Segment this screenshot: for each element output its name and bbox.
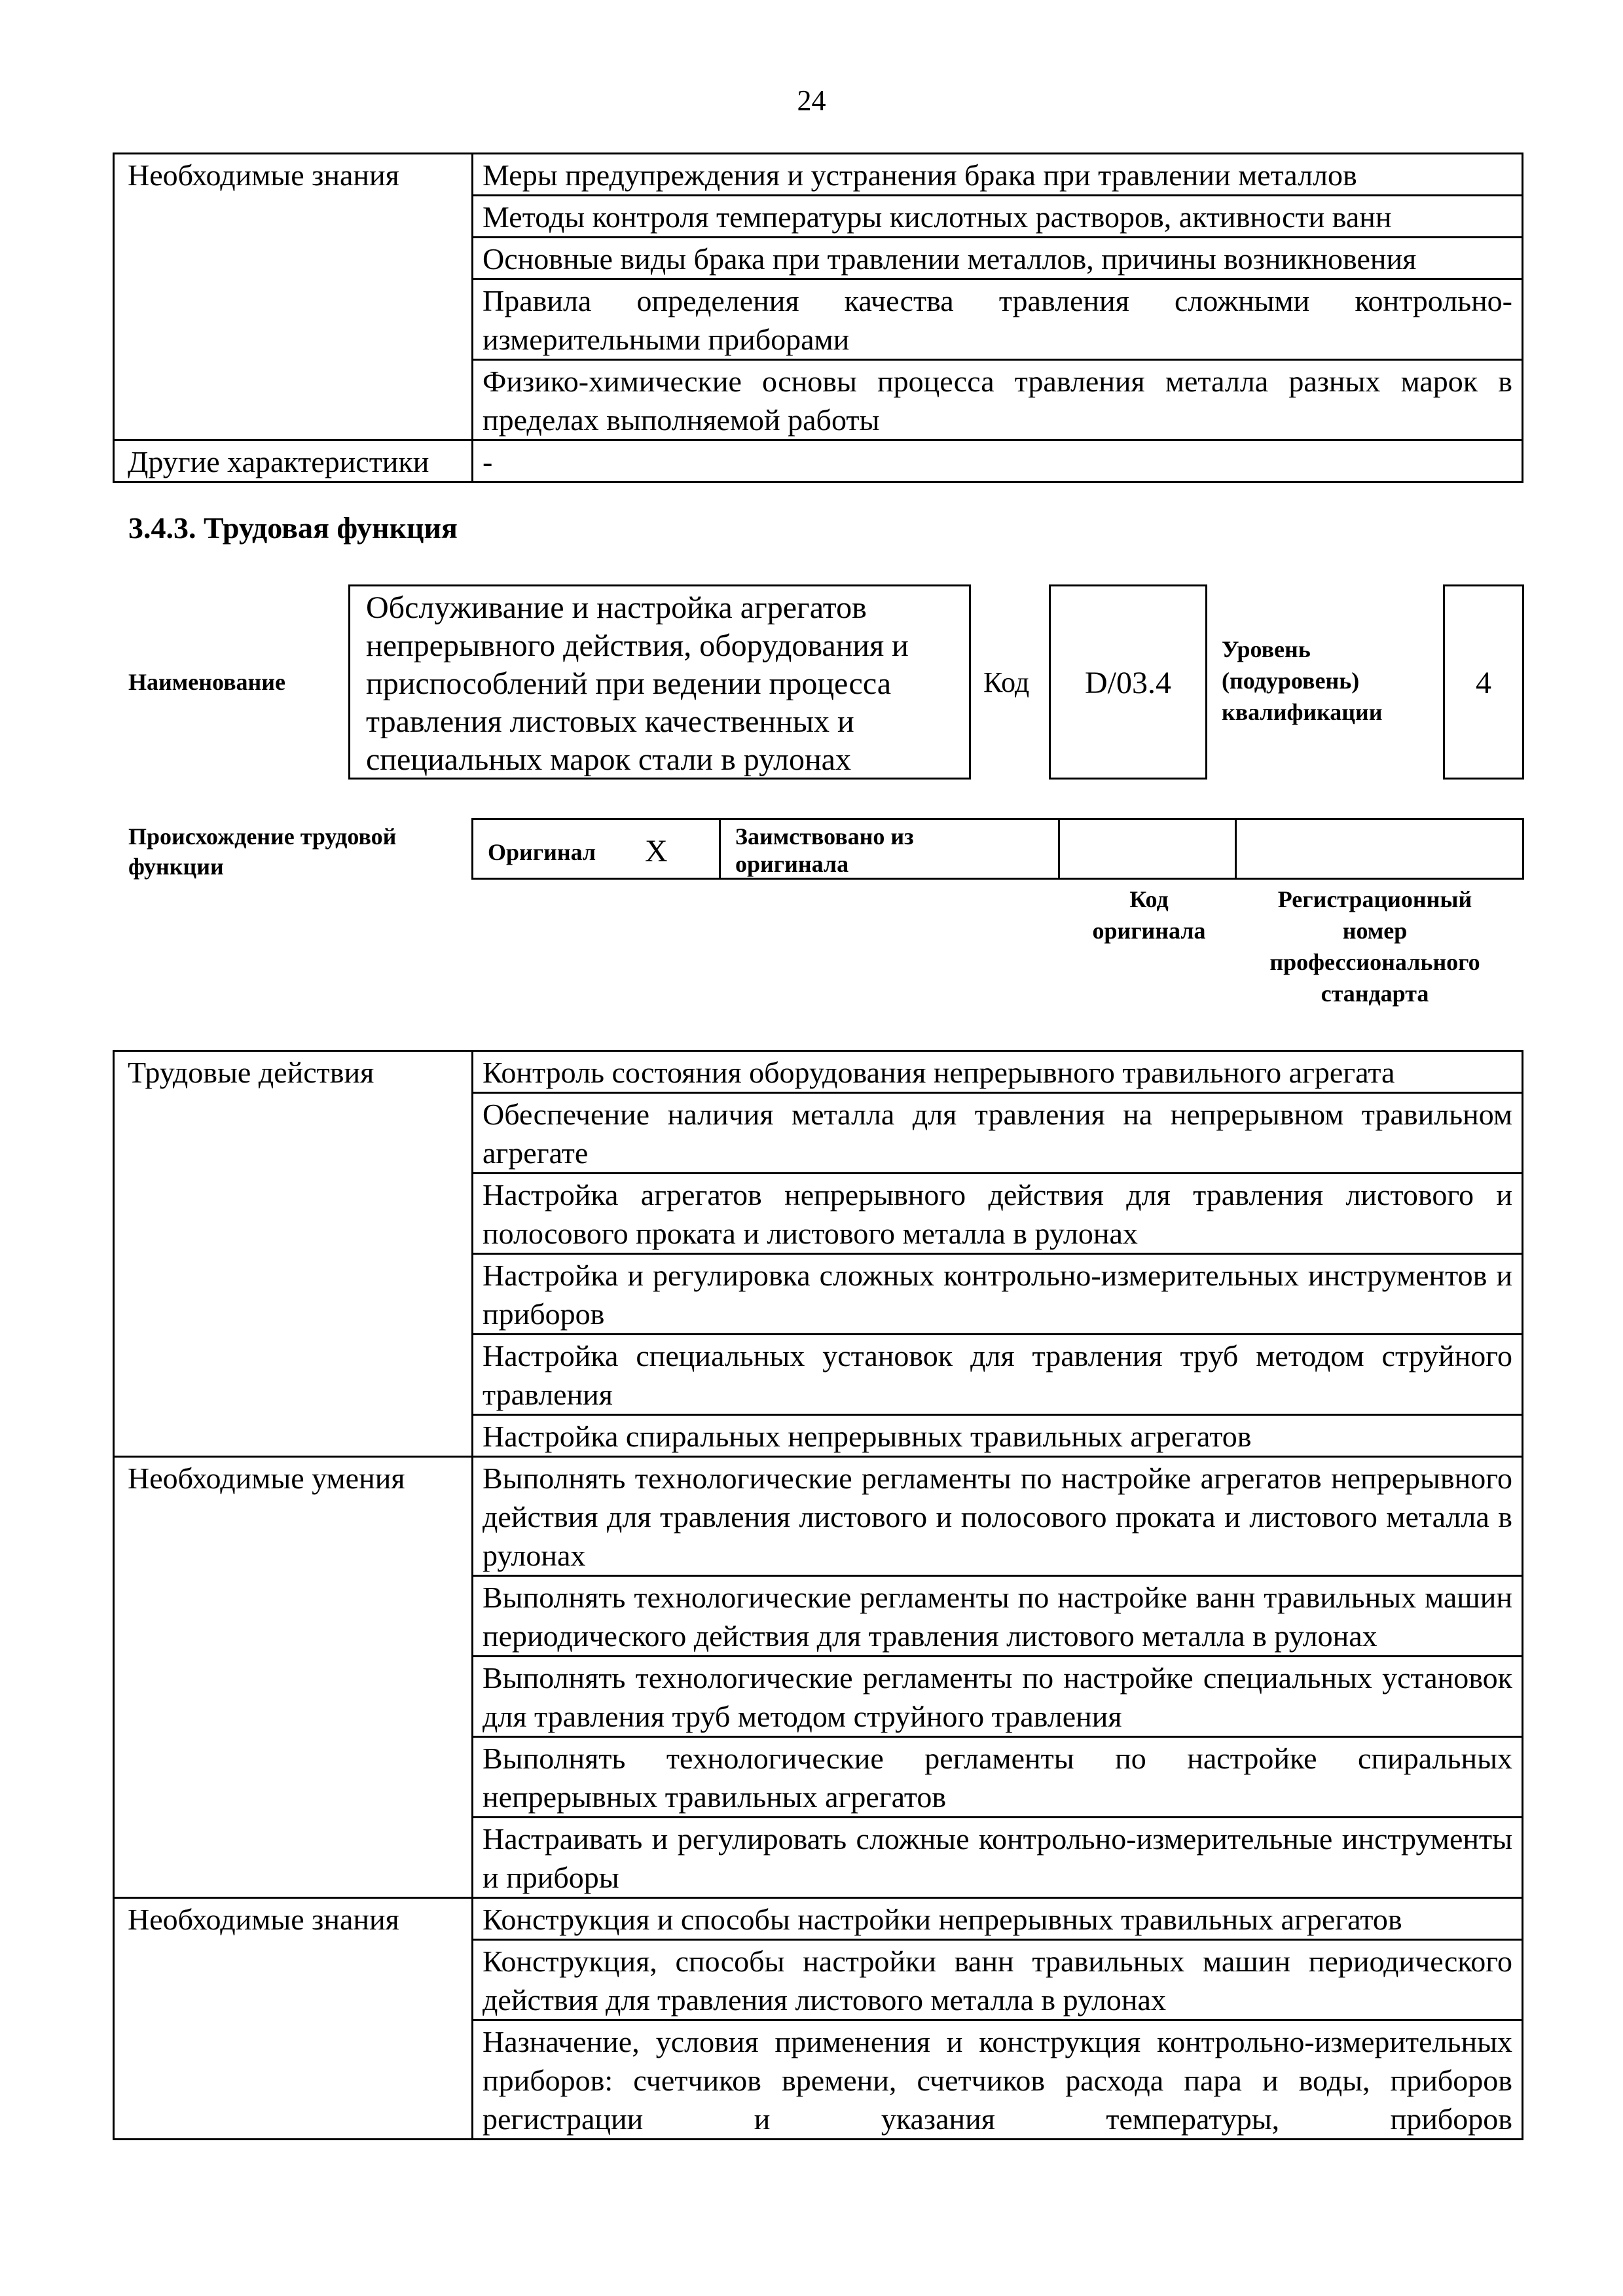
actions-label: Трудовые действия — [114, 1051, 473, 1457]
skill-item: Выполнять технологические регламенты по настройке специальных установок для травления труб методом струйного травления — [473, 1657, 1523, 1737]
section-title: 3.4.3. Трудовая функция — [128, 511, 458, 545]
code-original-caption: Код оригинала — [1092, 886, 1206, 944]
original-cell — [473, 820, 721, 878]
knowledge-item: Меры предупреждения и устранения брака при травлении металлов — [473, 154, 1523, 196]
function-name: Обслуживание и настройка агрегатов непрерывного действия, оборудования и приспособлений при ведении процесса травления листовых качественных и специальных марок стали в рулонах — [348, 584, 971, 780]
name-label: Наименование — [128, 669, 285, 695]
action-item: Обеспечение наличия металла для травления на непрерывном травильном агрегате — [473, 1093, 1523, 1174]
skill-item: Выполнять технологические регламенты по настройке спиральных непрерывных травильных агрегатов — [473, 1737, 1523, 1818]
knowledge-item: Конструкция, способы настройки ванн травильных машин периодического действия для травления листового металла в рулонах — [473, 1940, 1523, 2020]
function-table — [113, 1050, 1523, 2140]
original-mark: X — [645, 834, 668, 869]
skill-item: Настраивать и регулировать сложные контрольно-измерительные инструменты и приборы — [473, 1818, 1523, 1898]
borrowed-cell — [721, 820, 1060, 878]
knowledge-label: Необходимые знания — [114, 1898, 473, 2140]
reg-number-cell — [1237, 820, 1522, 878]
action-item: Настройка специальных установок для травления труб методом струйного травления — [473, 1335, 1523, 1415]
qualification-level: 4 — [1443, 584, 1524, 780]
reg-number-caption: Регистрационный номер профессионального стандарта — [1269, 886, 1480, 1007]
other-characteristics-label: Другие характеристики — [114, 440, 473, 482]
other-characteristics-value: - — [473, 440, 1523, 482]
action-item: Настройка спиральных непрерывных травильных агрегатов — [473, 1415, 1523, 1457]
code-original-cell — [1060, 820, 1237, 878]
origin-label: Происхождение трудовой функции — [128, 823, 397, 880]
knowledge-item: Основные виды брака при травлении металлов, причины возникновения — [473, 238, 1523, 279]
borrowed-label: Заимствовано из оригинала — [735, 823, 914, 877]
function-code: D/03.4 — [1049, 584, 1207, 780]
knowledge-item: Правила определения качества травления сложными контрольно-измерительными приборами — [473, 279, 1523, 360]
skills-label: Необходимые умения — [114, 1457, 473, 1898]
skill-item: Выполнять технологические регламенты по настройке агрегатов непрерывного действия для травления листового и полосового проката и листового металла в рулонах — [473, 1457, 1523, 1576]
knowledge-item: Физико-химические основы процесса травления металла разных марок в пределах выполняемой работы — [473, 360, 1523, 440]
knowledge-label: Необходимые знания — [114, 154, 473, 440]
action-item: Настройка и регулировка сложных контрольно-измерительных инструментов и приборов — [473, 1254, 1523, 1335]
knowledge-item: Методы контроля температуры кислотных растворов, активности ванн — [473, 196, 1523, 238]
skill-item: Выполнять технологические регламенты по настройке ванн травильных машин периодического действия для травления листового металла в рулонах — [473, 1576, 1523, 1657]
knowledge-table — [113, 152, 1523, 483]
origin-strip — [471, 818, 1524, 880]
action-item: Контроль состояния оборудования непрерывного травильного агрегата — [473, 1051, 1523, 1093]
qualification-level-label: Уровень (подуровень) квалификации — [1222, 636, 1383, 725]
page-number: 24 — [797, 84, 826, 117]
knowledge-item: Конструкция и способы настройки непрерывных травильных агрегатов — [473, 1898, 1523, 1940]
knowledge-item: Назначение, условия применения и конструкция контрольно-измерительных приборов: счетчиков времени, счетчиков расхода пара и воды, приборов регистрации и указания температуры, приборов — [473, 2020, 1523, 2140]
code-label: Код — [983, 666, 1030, 698]
original-label: Оригинал — [488, 839, 596, 865]
action-item: Настройка агрегатов непрерывного действия для травления листового и полосового проката и листового металла в рулонах — [473, 1174, 1523, 1254]
